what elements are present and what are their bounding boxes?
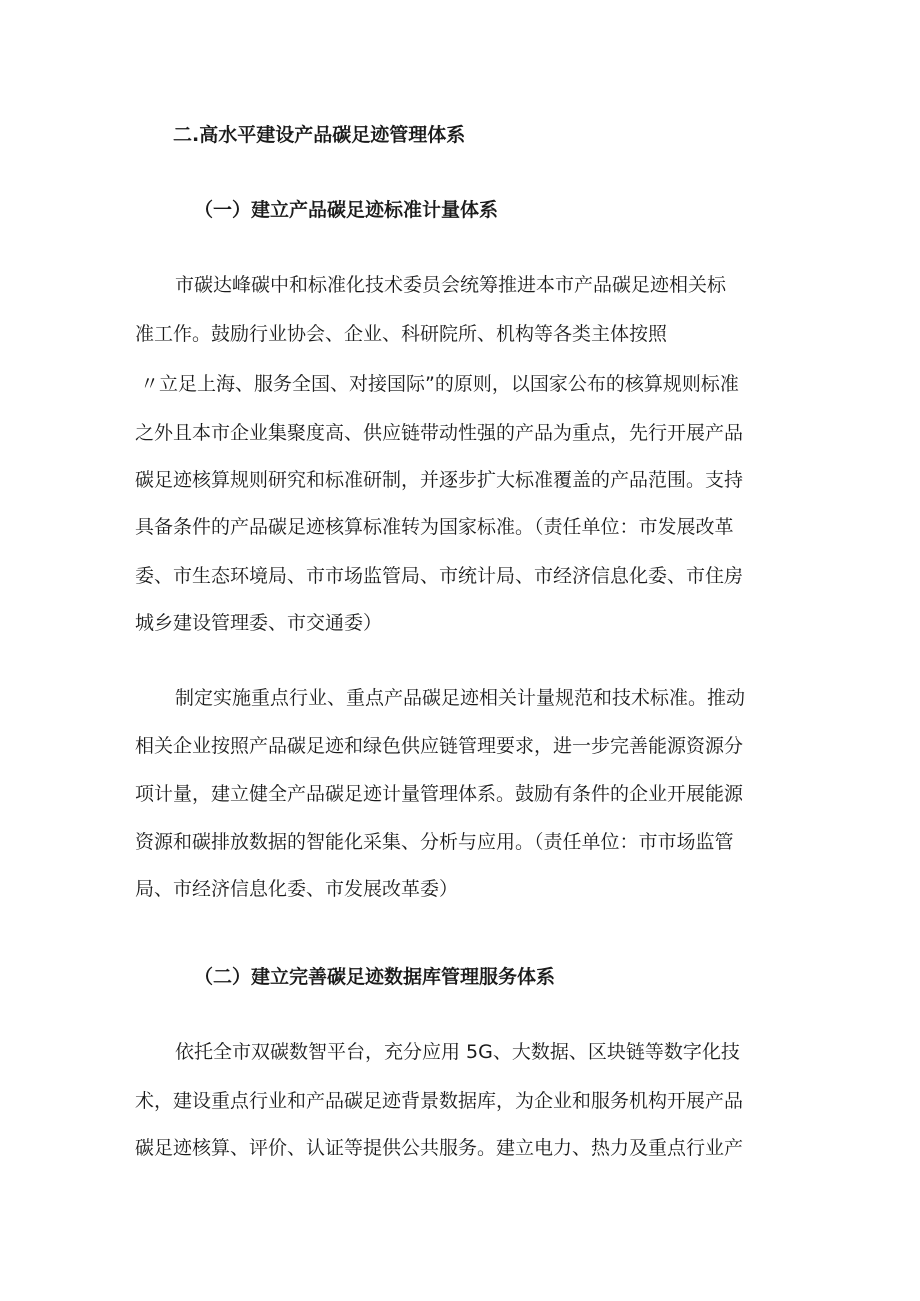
paragraph-line: 准工作。鼓励行业协会、企业、科研院所、机构等各类主体按照 <box>135 323 668 345</box>
paragraph-line: 资源和碳排放数据的智能化采集、分析与应用。（责任单位：市市场监管 <box>135 831 734 853</box>
paragraph-line: 局、市经济信息化委、市发展改革委） <box>135 878 459 900</box>
paragraph-line: 相关企业按照产品碳足迹和绿色供应链管理要求，进一步完善能源资源分 <box>135 735 744 757</box>
paragraph-line: 依托全市双碳数智平台，充分应用 5G、大数据、区块链等数字化技 <box>175 1041 740 1063</box>
paragraph-line: 项计量，建立健全产品碳足迹计量管理体系。鼓励有条件的企业开展能源 <box>135 783 744 805</box>
paragraph-line: 之外且本市企业集聚度高、供应链带动性强的产品为重点，先行开展产品 <box>135 422 744 444</box>
paragraph-line: 城乡建设管理委、市交通委） <box>135 612 383 634</box>
subsection-heading-2: （二）建立完善碳足迹数据库管理服务体系 <box>194 966 556 988</box>
paragraph-line: 委、市生态环境局、市市场监管局、市统计局、市经济信息化委、市住房 <box>135 565 744 587</box>
paragraph-line: 碳足迹核算、评价、认证等提供公共服务。建立电力、热力及重点行业产 <box>135 1137 744 1159</box>
paragraph-line: 〃立足上海、服务全国、对接国际”的原则，以国家公布的核算规则标准 <box>140 373 739 395</box>
subsection-heading-1: （一）建立产品碳足迹标准计量体系 <box>194 199 499 221</box>
paragraph-line: 具备条件的产品碳足迹核算标准转为国家标准。（责任单位：市发展改革 <box>135 516 734 538</box>
paragraph-line: 市碳达峰碳中和标准化技术委员会统筹推进本市产品碳足迹相关标 <box>175 274 727 296</box>
paragraph-line: 制定实施重点行业、重点产品碳足迹相关计量规范和技术标准。推动 <box>175 687 746 709</box>
paragraph-line: 碳足迹核算规则研究和标准研制，并逐步扩大标准覆盖的产品范围。支持 <box>135 469 744 491</box>
paragraph-line: 术，建设重点行业和产品碳足迹背景数据库，为企业和服务机构开展产品 <box>135 1090 744 1112</box>
section-heading: 二.高水平建设产品碳足迹管理体系 <box>173 124 466 146</box>
